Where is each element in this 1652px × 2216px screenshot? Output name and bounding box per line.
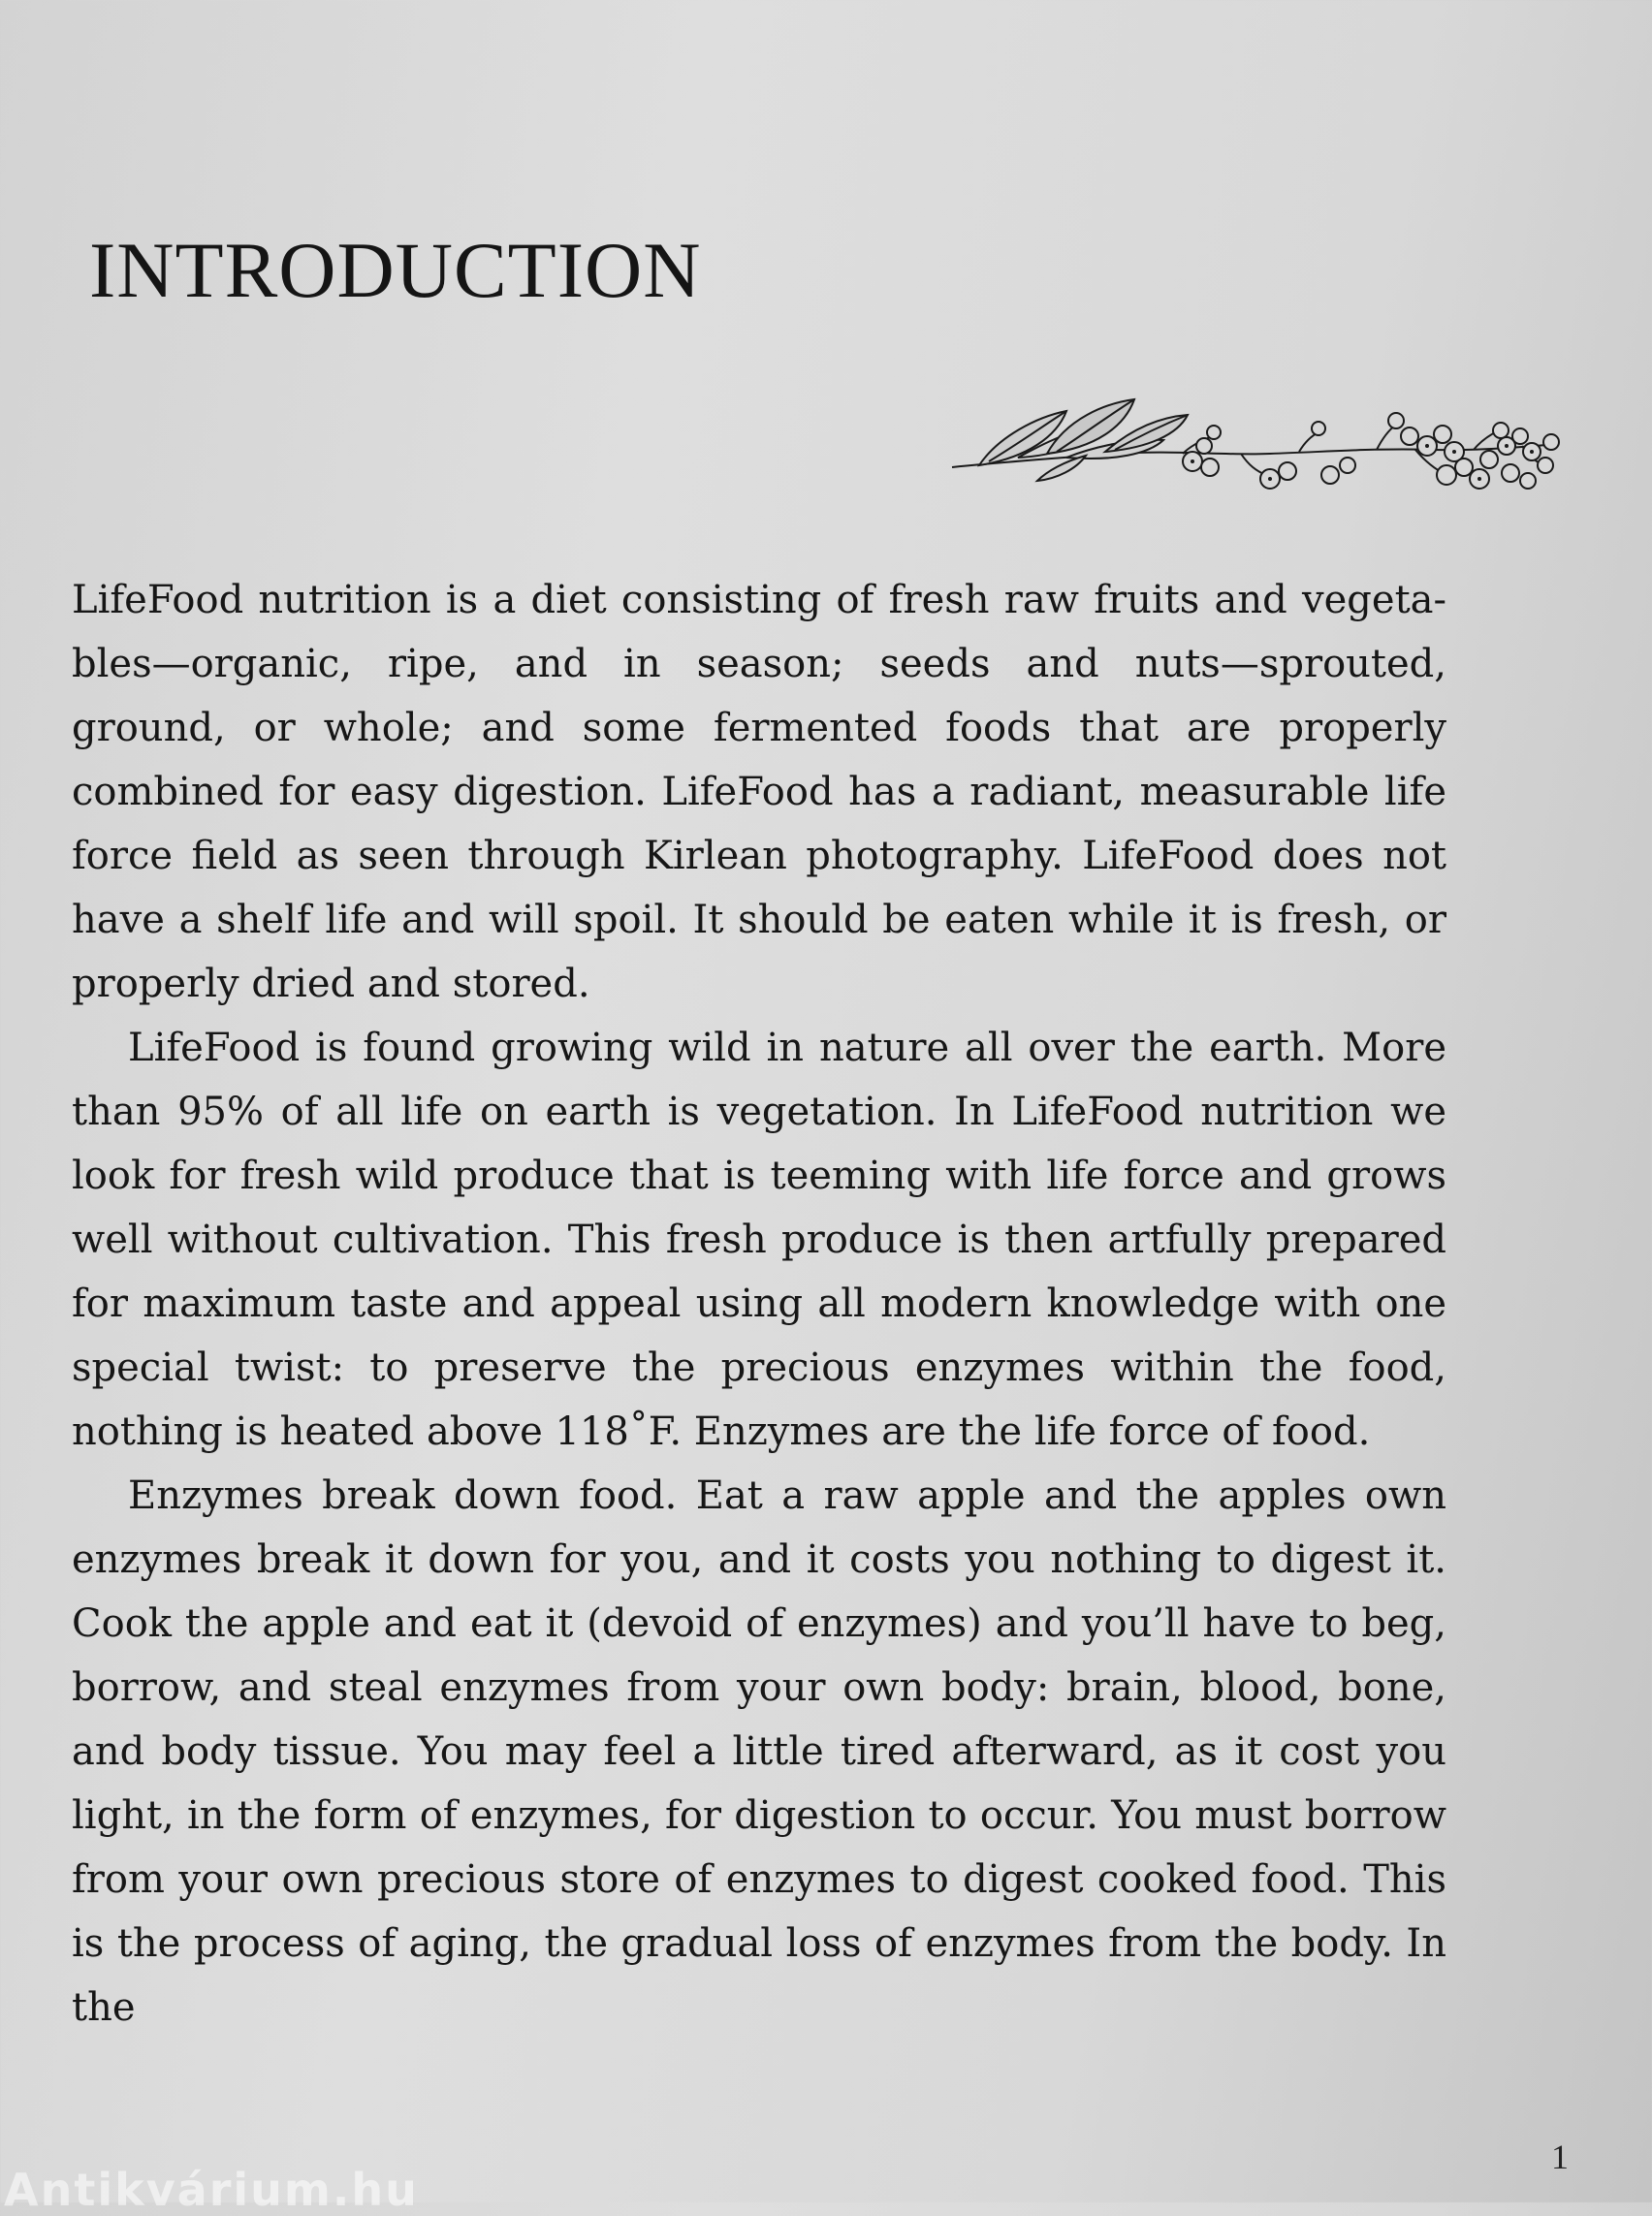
watermark: Antikvárium.hu <box>4 2164 419 2216</box>
paragraph: LifeFood is found growing wild in nature all over the earth. More than 95% of all life on earth is vegetation. In LifeFood nutrition we look for fresh wild produce that is teeming with life force and grows well without cultivation. This fresh produce is then artfully prepared for maximum taste and appeal using all modern knowledge with one special twist: to preserve the precious enzymes within the food, nothing is heated above 118˚F. Enzymes are the life force of food. <box>72 1026 1446 1454</box>
body-text <box>72 568 1446 2040</box>
chapter-title: INTRODUCTION <box>89 226 702 314</box>
paragraph: Enzymes break down food. Eat a raw apple and the apples own enzymes break it down for you, and it costs you nothing to digest it. Cook the apple and eat it (devoid of enzymes) and you’ll have to beg, borrow, and steal enzymes from your own body: brain, blood, bone, and body tissue. You may feel a little tired afterward, as it cost you light, in the form of enzymes, for digestion to occur. You must borrow from your own precious store of enzymes to digest cooked food. This is the process of aging, the gradual loss of enzymes from the body. In the <box>72 1473 1446 2030</box>
page-number: 1 <box>1551 2137 1569 2176</box>
paragraph: LifeFood nutrition is a diet consisting of fresh raw fruits and vegetables—organic, ripe, and in season; seeds and nuts—sprouted, ground, or whole; and some fermented foods that are properly combined for easy digestion. LifeFood has a radiant, measurable life force field as seen through Kirlean photography. LifeFood does not have a shelf life and will spoil. It should be eaten while it is fresh, or properly dried and stored. <box>72 578 1446 1006</box>
berry-branch-icon <box>950 397 1563 504</box>
